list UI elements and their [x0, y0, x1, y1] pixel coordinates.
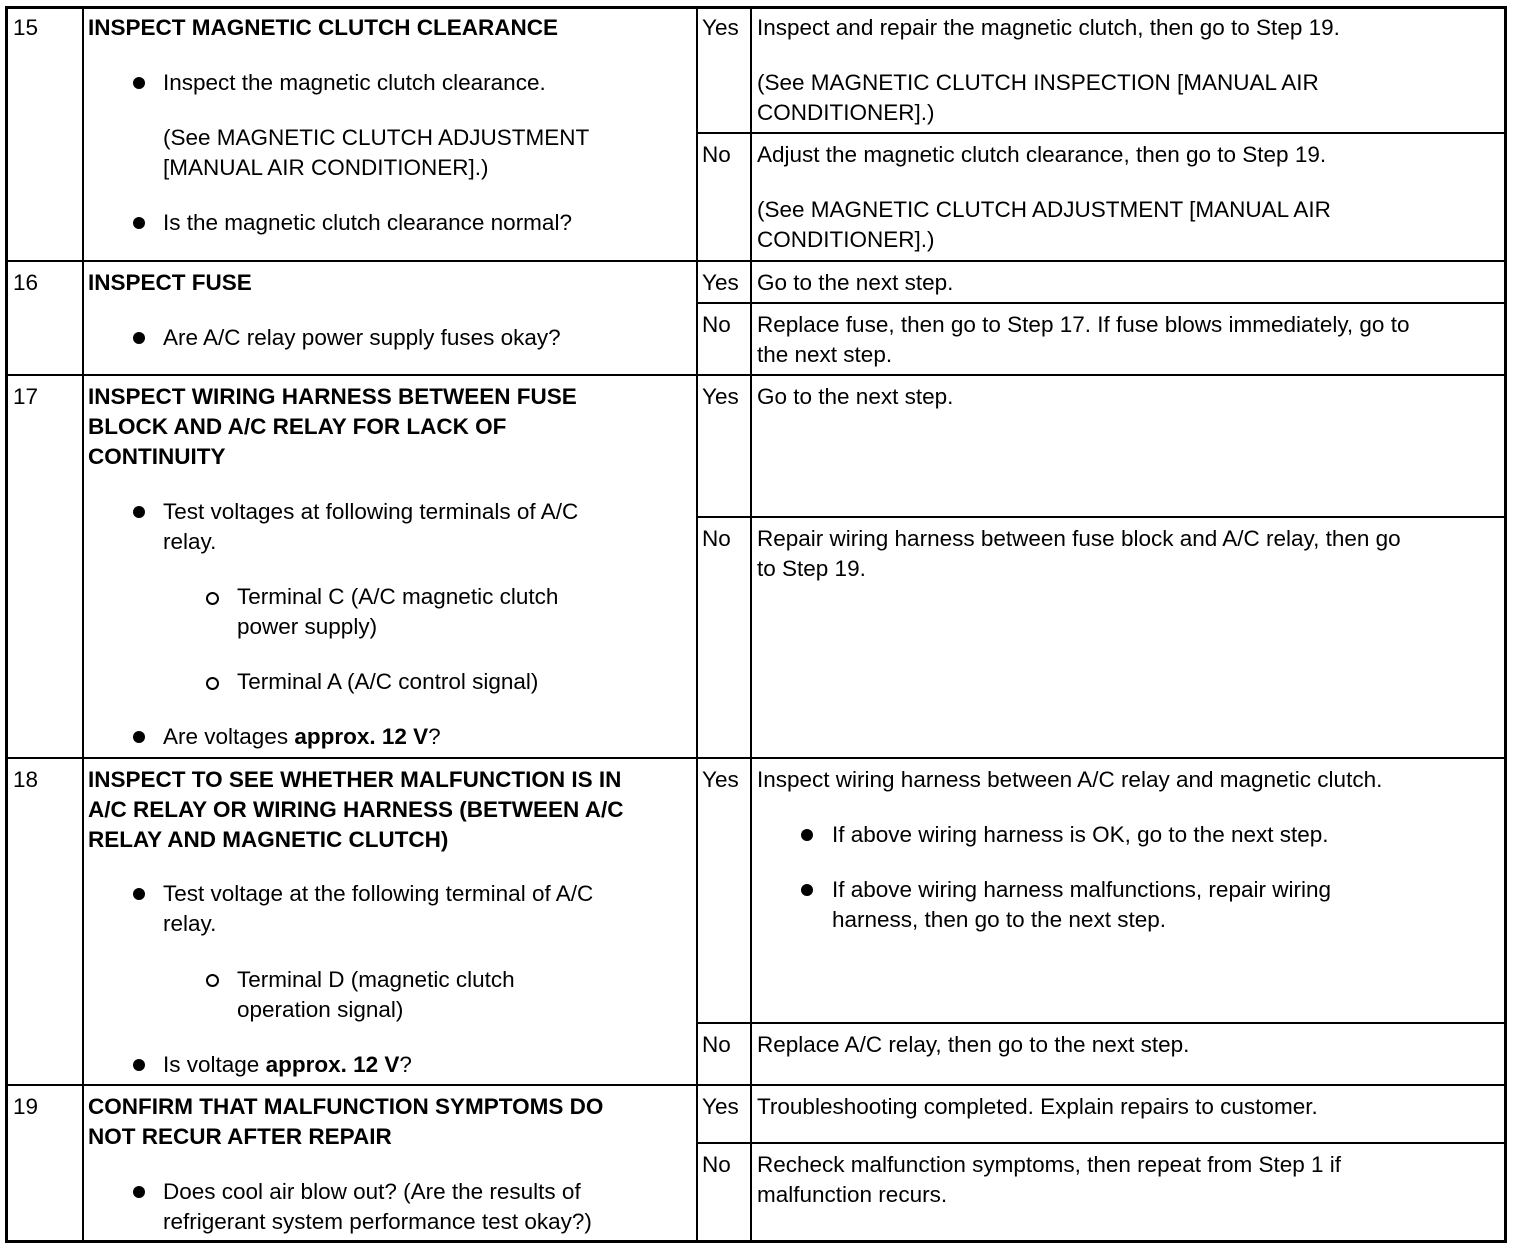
step-title: INSPECT TO SEE WHETHER MALFUNCTION IS IN — [88, 767, 622, 792]
yes-label: Yes — [702, 270, 739, 295]
terminal-item: operation signal) — [237, 997, 404, 1022]
bullet-icon — [133, 332, 145, 344]
yes-label: Yes — [702, 767, 739, 792]
step-divider — [5, 757, 1507, 759]
yes-sub-action: harness, then go to the next step. — [832, 907, 1166, 932]
no-label: No — [702, 1032, 731, 1057]
check-question — [163, 722, 441, 752]
yes-label: Yes — [702, 384, 739, 409]
no-action: malfunction recurs. — [757, 1182, 948, 1207]
check-item: Inspect the magnetic clutch clearance. — [163, 70, 546, 95]
yes-no-divider — [696, 302, 1507, 304]
step-divider — [5, 1084, 1507, 1086]
check-item: relay. — [163, 911, 217, 936]
no-action: Repair wiring harness between fuse block and A/C relay, then go — [757, 526, 1401, 551]
step-title: INSPECT MAGNETIC CLUTCH CLEARANCE — [88, 15, 558, 40]
step-title: NOT RECUR AFTER REPAIR — [88, 1124, 392, 1149]
check-question: Are A/C relay power supply fuses okay? — [163, 325, 561, 350]
bullet-icon — [801, 829, 813, 841]
reference-text: CONDITIONER].) — [757, 100, 935, 125]
question-text: Is voltage — [163, 1052, 266, 1077]
step-number: 15 — [13, 15, 39, 40]
step-title: RELAY AND MAGNETIC CLUTCH) — [88, 827, 449, 852]
step-divider — [5, 374, 1507, 376]
terminal-item: power supply) — [237, 614, 378, 639]
step-title: CONFIRM THAT MALFUNCTION SYMPTOMS DO — [88, 1094, 604, 1119]
check-question: refrigerant system performance test okay?) — [163, 1209, 592, 1234]
no-action: Adjust the magnetic clutch clearance, then go to Step 19. — [757, 142, 1327, 167]
step-divider — [5, 260, 1507, 262]
check-question: Is the magnetic clutch clearance normal? — [163, 210, 572, 235]
bullet-icon — [133, 1059, 145, 1071]
no-label: No — [702, 312, 731, 337]
bullet-icon — [133, 888, 145, 900]
check-question — [163, 1050, 412, 1080]
yes-action: Go to the next step. — [757, 384, 954, 409]
check-item: Test voltages at following terminals of A/C — [163, 499, 579, 524]
bullet-icon — [133, 731, 145, 743]
question-text: Are voltages — [163, 724, 295, 749]
step-number: 18 — [13, 767, 39, 792]
reference-text: (See MAGNETIC CLUTCH ADJUSTMENT — [163, 125, 590, 150]
check-question: Does cool air blow out? (Are the results of — [163, 1179, 581, 1204]
no-label: No — [702, 1152, 731, 1177]
yes-action: Go to the next step. — [757, 270, 954, 295]
terminal-item: Terminal C (A/C magnetic clutch — [237, 584, 559, 609]
bullet-icon — [801, 884, 813, 896]
no-action: to Step 19. — [757, 556, 866, 581]
yes-no-divider — [696, 516, 1507, 518]
step-title: CONTINUITY — [88, 444, 226, 469]
no-label: No — [702, 142, 731, 167]
question-mark: ? — [399, 1052, 412, 1077]
question-mark: ? — [428, 724, 441, 749]
no-action: Replace A/C relay, then go to the next step. — [757, 1032, 1190, 1057]
yes-action: Inspect and repair the magnetic clutch, then go to Step 19. — [757, 15, 1340, 40]
yes-sub-action: If above wiring harness malfunctions, repair wiring — [832, 877, 1331, 902]
yes-label: Yes — [702, 1094, 739, 1119]
reference-text: CONDITIONER].) — [757, 227, 935, 252]
col-divider-1 — [82, 6, 84, 1243]
voltage-value: approx. 12 V — [294, 724, 429, 749]
step-title: BLOCK AND A/C RELAY FOR LACK OF — [88, 414, 507, 439]
bullet-icon — [133, 217, 145, 229]
step-title: A/C RELAY OR WIRING HARNESS (BETWEEN A/C — [88, 797, 624, 822]
yes-action: Troubleshooting completed. Explain repairs to customer. — [757, 1094, 1318, 1119]
sub-bullet-icon — [206, 677, 219, 690]
terminal-item: Terminal A (A/C control signal) — [237, 669, 539, 694]
step-number: 19 — [13, 1094, 39, 1119]
yes-no-divider — [696, 1142, 1507, 1144]
no-label: No — [702, 526, 731, 551]
yes-no-divider — [696, 132, 1507, 134]
sub-bullet-icon — [206, 592, 219, 605]
col-divider-3 — [750, 6, 752, 1243]
step-number: 16 — [13, 270, 39, 295]
yes-no-divider — [696, 1022, 1507, 1024]
yes-action: Inspect wiring harness between A/C relay and magnetic clutch. — [757, 767, 1383, 792]
yes-label: Yes — [702, 15, 739, 40]
no-action: Replace fuse, then go to Step 17. If fuse blows immediately, go to — [757, 312, 1410, 337]
terminal-item: Terminal D (magnetic clutch — [237, 967, 515, 992]
bullet-icon — [133, 506, 145, 518]
sub-bullet-icon — [206, 974, 219, 987]
reference-text: (See MAGNETIC CLUTCH ADJUSTMENT [MANUAL AIR — [757, 197, 1331, 222]
bullet-icon — [133, 1186, 145, 1198]
check-item: Test voltage at the following terminal of A/C — [163, 881, 594, 906]
bullet-icon — [133, 77, 145, 89]
no-action: the next step. — [757, 342, 893, 367]
step-title: INSPECT FUSE — [88, 270, 252, 295]
step-title: INSPECT WIRING HARNESS BETWEEN FUSE — [88, 384, 577, 409]
voltage-value: approx. 12 V — [265, 1052, 400, 1077]
no-action: Recheck malfunction symptoms, then repeat from Step 1 if — [757, 1152, 1342, 1177]
check-item: relay. — [163, 529, 217, 554]
yes-sub-action: If above wiring harness is OK, go to the next step. — [832, 822, 1329, 847]
step-number: 17 — [13, 384, 39, 409]
reference-text: [MANUAL AIR CONDITIONER].) — [163, 155, 489, 180]
reference-text: (See MAGNETIC CLUTCH INSPECTION [MANUAL AIR — [757, 70, 1319, 95]
col-divider-2 — [696, 6, 698, 1243]
